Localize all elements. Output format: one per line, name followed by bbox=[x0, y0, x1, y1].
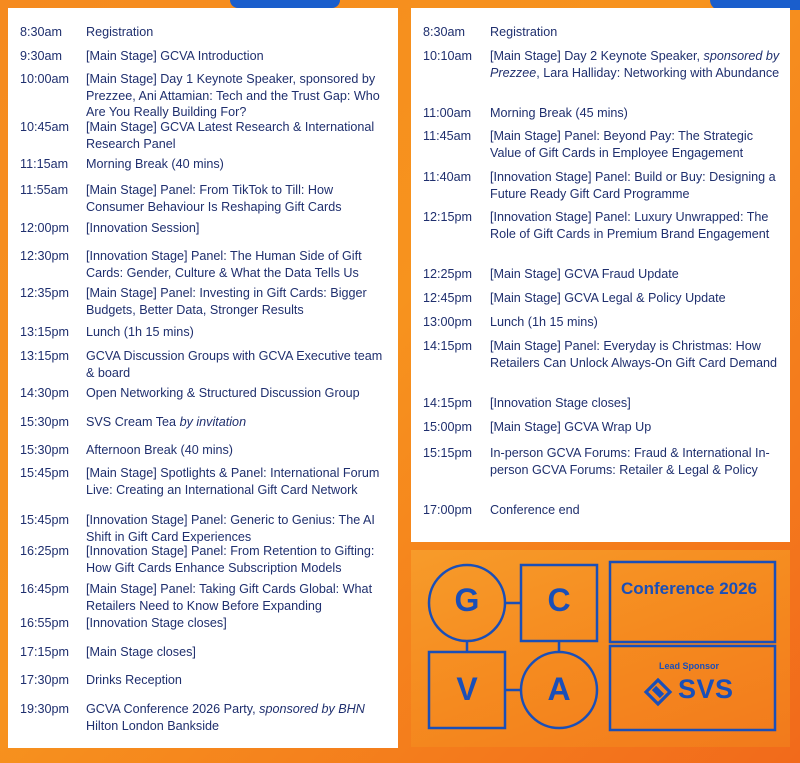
agenda-description bbox=[490, 419, 780, 436]
agenda-description bbox=[86, 285, 386, 318]
agenda-time: 13:00pm bbox=[423, 315, 473, 329]
agenda-time: 14:15pm bbox=[423, 396, 473, 410]
agenda-time: 15:15pm bbox=[423, 446, 473, 460]
agenda-text: SVS Cream Tea bbox=[86, 415, 180, 429]
agenda-time: 8:30am bbox=[20, 25, 63, 39]
agenda-description bbox=[86, 644, 386, 661]
agenda-time: 16:45pm bbox=[20, 582, 70, 596]
agenda-sponsor-note: sponsored by Prezzee bbox=[490, 49, 780, 80]
agenda-description bbox=[86, 156, 386, 173]
agenda-time: 15:45pm bbox=[20, 513, 70, 527]
agenda-time: 12:15pm bbox=[423, 210, 473, 224]
agenda-description bbox=[86, 324, 386, 341]
agenda-time: 13:15pm bbox=[20, 325, 70, 339]
agenda-text: Morning Break (45 mins) bbox=[490, 106, 628, 120]
agenda-time: 11:55am bbox=[20, 183, 69, 197]
agenda-description bbox=[490, 290, 780, 307]
agenda-time: 12:35pm bbox=[20, 286, 70, 300]
agenda-time: 11:45am bbox=[423, 129, 472, 143]
agenda-time: 17:30pm bbox=[20, 673, 70, 687]
agenda-time: 11:15am bbox=[20, 157, 69, 171]
agenda-time: 8:30am bbox=[423, 25, 466, 39]
agenda-time: 16:25pm bbox=[20, 544, 70, 558]
agenda-description bbox=[490, 445, 780, 478]
agenda-text: [Innovation Stage closes] bbox=[490, 396, 631, 410]
agenda-description bbox=[86, 543, 386, 576]
agenda-time: 15:45pm bbox=[20, 466, 70, 480]
agenda-time: 10:45am bbox=[20, 120, 70, 134]
agenda-text: [Innovation Stage] Panel: The Human Side of Gift Cards: Gender, Culture & What the Data Tells Us bbox=[86, 249, 362, 280]
agenda-text: [Innovation Stage closes] bbox=[86, 616, 227, 630]
agenda-text: [Innovation Session] bbox=[86, 221, 200, 235]
agenda-time: 11:40am bbox=[423, 170, 472, 184]
agenda-text: [Main Stage] Spotlights & Panel: International Forum Live: Creating an International Gift Card Network bbox=[86, 466, 380, 497]
agenda-text: Drinks Reception bbox=[86, 673, 182, 687]
agenda-text: [Main Stage] Panel: From TikTok to Till: How Consumer Behaviour Is Reshaping Gift Cards bbox=[86, 183, 342, 214]
agenda-text: Lunch (1h 15 mins) bbox=[86, 325, 194, 339]
day2-agenda-panel bbox=[411, 8, 790, 542]
agenda-description bbox=[86, 385, 386, 402]
agenda-text: [Innovation Stage] Panel: Build or Buy: Designing a Future Ready Gift Card Programme bbox=[490, 170, 776, 201]
agenda-description bbox=[86, 442, 386, 459]
agenda-description bbox=[490, 169, 780, 202]
agenda-description bbox=[490, 209, 780, 242]
agenda-description bbox=[86, 71, 386, 121]
agenda-description bbox=[86, 220, 386, 237]
sponsor-logo-text: SVS bbox=[678, 674, 734, 704]
agenda-time: 11:00am bbox=[423, 106, 472, 120]
agenda-description bbox=[86, 348, 386, 381]
agenda-description bbox=[490, 24, 780, 41]
agenda-description bbox=[490, 338, 780, 371]
agenda-description bbox=[490, 266, 780, 283]
agenda-text: Registration bbox=[490, 25, 558, 39]
agenda-description bbox=[86, 581, 386, 614]
agenda-text: [Innovation Stage] Panel: Luxury Unwrapped: The Role of Gift Cards in Premium Brand Engagement bbox=[490, 210, 770, 241]
agenda-description bbox=[86, 48, 386, 65]
agenda-text: [Main Stage] GCVA Latest Research & International Research Panel bbox=[86, 120, 375, 151]
agenda-description bbox=[86, 512, 386, 545]
agenda-text: [Main Stage] GCVA Legal & Policy Update bbox=[490, 291, 726, 305]
agenda-description bbox=[86, 24, 386, 41]
agenda-time: 12:25pm bbox=[423, 267, 473, 281]
agenda-description bbox=[490, 395, 780, 412]
agenda-text: [Main Stage] GCVA Fraud Update bbox=[490, 267, 679, 281]
agenda-text: [Innovation Stage] Panel: Generic to Genius: The AI Shift in Gift Card Experiences bbox=[86, 513, 375, 544]
day1-agenda-panel bbox=[8, 8, 398, 748]
agenda-description bbox=[86, 672, 386, 689]
agenda-text: GCVA Discussion Groups with GCVA Executive team & board bbox=[86, 349, 383, 380]
agenda-time: 15:30pm bbox=[20, 443, 70, 457]
agenda-description bbox=[86, 615, 386, 632]
agenda-description bbox=[86, 248, 386, 281]
agenda-text: Morning Break (40 mins) bbox=[86, 157, 224, 171]
agenda-text: Afternoon Break (40 mins) bbox=[86, 443, 233, 457]
agenda-text: Open Networking & Structured Discussion Group bbox=[86, 386, 360, 400]
logo-letter-c: C bbox=[547, 582, 571, 618]
agenda-text: [Innovation Stage] Panel: From Retention to Gifting: How Gift Cards Enhance Subscription Models bbox=[86, 544, 375, 575]
logo-letter-a: A bbox=[547, 671, 571, 707]
logo-letter-g: G bbox=[454, 582, 480, 618]
agenda-time: 15:00pm bbox=[423, 420, 473, 434]
agenda-time: 10:00am bbox=[20, 72, 70, 86]
agenda-text: [Main Stage] GCVA Introduction bbox=[86, 49, 264, 63]
agenda-text: [Main Stage] Panel: Taking Gift Cards Global: What Retailers Need to Know Before Expanding bbox=[86, 582, 373, 613]
agenda-text: [Main Stage] Day 2 Keynote Speaker, bbox=[490, 49, 704, 63]
agenda-text: In-person GCVA Forums: Fraud & International In-person GCVA Forums: Retailer & Legal & Policy bbox=[490, 446, 770, 477]
agenda-description bbox=[490, 314, 780, 331]
agenda-description bbox=[86, 465, 386, 498]
agenda-text: [Main Stage] Panel: Beyond Pay: The Strategic Value of Gift Cards in Employee Engagement bbox=[490, 129, 753, 160]
logo-letter-v: V bbox=[456, 671, 478, 707]
agenda-description bbox=[490, 128, 780, 161]
corner-decoration bbox=[230, 0, 340, 8]
agenda-time: 10:10am bbox=[423, 49, 473, 63]
lead-sponsor-label: Lead Sponsor bbox=[658, 661, 719, 671]
agenda-text: [Main Stage] Panel: Everyday is Christmas: How Retailers Can Unlock Always-On Gift Card Demand bbox=[490, 339, 777, 370]
agenda-text: , Lara Halliday: Networking with Abundance bbox=[536, 65, 780, 80]
agenda-text: Lunch (1h 15 mins) bbox=[490, 315, 598, 329]
agenda-time: 13:15pm bbox=[20, 349, 70, 363]
agenda-description bbox=[86, 414, 386, 431]
conference-title: Conference 2026 bbox=[620, 579, 758, 598]
agenda-time: 17:00pm bbox=[423, 503, 473, 517]
agenda-text: [Main Stage closes] bbox=[86, 645, 196, 659]
agenda-time: 14:30pm bbox=[20, 386, 70, 400]
agenda-description bbox=[86, 701, 386, 734]
agenda-time: 15:30pm bbox=[20, 415, 70, 429]
agenda-text: [Main Stage] GCVA Wrap Up bbox=[490, 420, 652, 434]
agenda-description bbox=[490, 105, 780, 122]
agenda-text: [Main Stage] Panel: Investing in Gift Cards: Bigger Budgets, Better Data, Stronger Results bbox=[86, 286, 367, 317]
agenda-time: 14:15pm bbox=[423, 339, 473, 353]
agenda-text: GCVA Conference 2026 Party, bbox=[86, 702, 260, 716]
agenda-time: 19:30pm bbox=[20, 702, 70, 716]
gcva-branding-panel bbox=[411, 550, 790, 747]
agenda-time: 9:30am bbox=[20, 49, 63, 63]
agenda-text: [Main Stage] Day 1 Keynote Speaker, sponsored by Prezzee, Ani Attamian: Tech and the Trust Gap: Who Are You Really Building For? bbox=[86, 72, 380, 120]
agenda-description bbox=[490, 48, 780, 81]
agenda-time: 16:55pm bbox=[20, 616, 70, 630]
agenda-description bbox=[490, 502, 780, 519]
agenda-text: Registration bbox=[86, 25, 154, 39]
agenda-description bbox=[86, 119, 386, 152]
agenda-time: 12:45pm bbox=[423, 291, 473, 305]
agenda-sponsor-note: by invitation bbox=[179, 415, 247, 429]
agenda-text: Hilton London Bankside bbox=[86, 718, 220, 733]
agenda-time: 17:15pm bbox=[20, 645, 70, 659]
agenda-text: Conference end bbox=[490, 503, 580, 517]
agenda-description bbox=[86, 182, 386, 215]
svs-logo-icon bbox=[646, 680, 670, 704]
agenda-time: 12:00pm bbox=[20, 221, 70, 235]
agenda-sponsor-note: sponsored by BHN bbox=[259, 702, 365, 716]
agenda-time: 12:30pm bbox=[20, 249, 70, 263]
